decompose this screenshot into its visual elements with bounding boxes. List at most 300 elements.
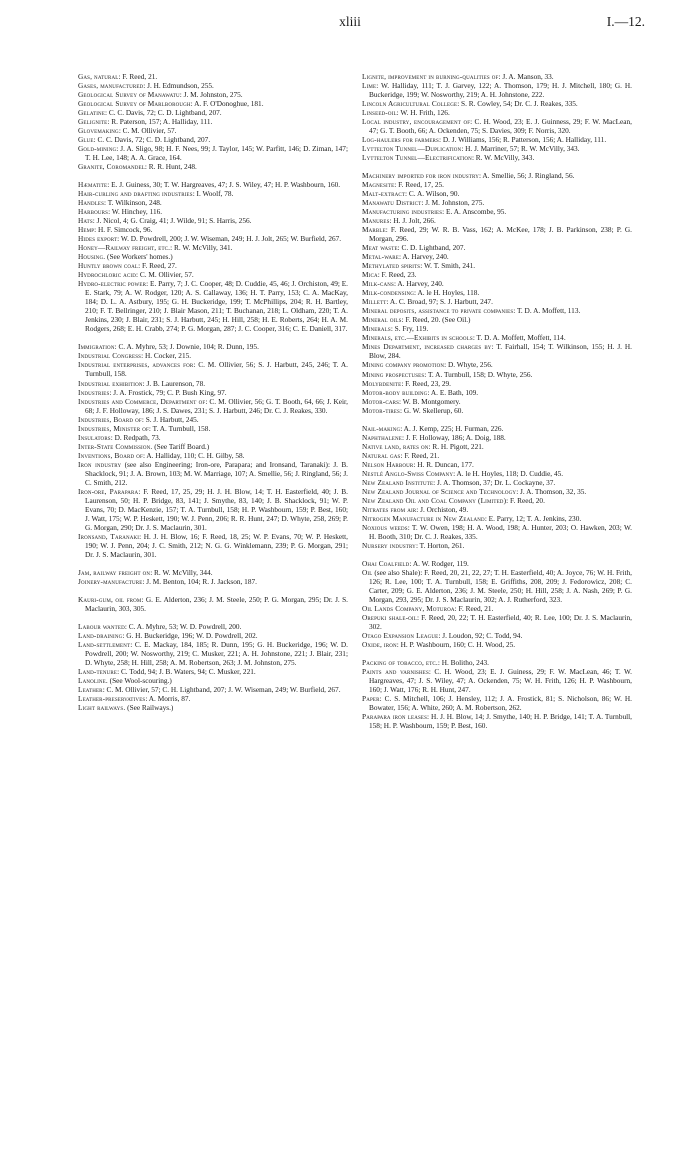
entry-heading: Hydro-electric power — [78, 279, 147, 289]
index-entry — [362, 640, 632, 649]
entry-references: : C. M. Ollivier, 57. — [135, 270, 194, 280]
entry-references: : A. le H. Hoyles, 118; D. Cuddie, 45. — [453, 468, 564, 478]
entry-heading: Natural gas — [362, 450, 401, 460]
entry-references: : A. Harvey, 240. — [398, 252, 449, 262]
entry-references: : J. B. Laurenson, 78. — [142, 378, 206, 388]
entry-heading: Lyttelton Tunnel—Electrification — [362, 153, 472, 163]
entry-references: : H. R. Duncan, 177. — [413, 459, 474, 469]
index-entry — [362, 712, 632, 730]
entry-references: : C. A. Wilson, 90. — [405, 189, 460, 199]
entry-heading: Noxious weeds — [362, 522, 408, 532]
index-entry — [78, 433, 348, 442]
entry-heading: Iron-ore, Parapara — [78, 486, 139, 496]
entry-references: : C. M. Ollivier, 56; G. T. Booth, 64, 66; J. Keir, 68; J. F. Holloway, 186; J. S. Dawes, 231; S. J. Harbutt, 246; Dr. C. J. Reakes, 330. — [85, 396, 349, 415]
entry-heading: Gases, manufactured — [78, 81, 144, 91]
index-entry — [362, 135, 632, 144]
entry-references: : J. A. Sligo, 98; H. F. Nees, 99; J. Taylor, 145; W. Parfitt, 146; D. Ziman, 147; T. H. Lee, 148; A. A. Grace, 164. — [85, 144, 348, 163]
entry-heading: Malt-extract — [362, 189, 406, 199]
index-entry — [78, 694, 348, 703]
index-entry — [362, 72, 632, 81]
index-entry — [362, 433, 632, 442]
index-entry — [362, 388, 632, 397]
entry-heading: Mica — [362, 270, 378, 280]
entry-references: : J. A. Thomson, 37; Dr. L. Cockayne, 37. — [433, 477, 556, 487]
index-entry — [362, 270, 632, 279]
entry-heading: Nelson Harbour — [362, 459, 414, 469]
entry-heading: Gelignite — [78, 117, 108, 127]
entry-references: : J. Loudon, 92; C. Todd, 94. — [438, 630, 523, 640]
entry-references: : C. D. Lightband, 207. — [397, 243, 466, 253]
index-column-right — [362, 72, 632, 730]
entry-heading: New Zealand Journal of Science and Technology — [362, 486, 517, 496]
section-gap — [78, 333, 348, 342]
entry-references: : E. Parry, 7; J. C. Cooper, 48; D. Cuddie, 45, 46; J. Orchiston, 49; E. E. Stark, 79; A. W. Rodger, 120; A. S. Callaway, 136; H. T. Parry, 153; C. A. MacKay, 184; D. L. A. Astbury, 195; G. H. Buckeridge, 199; T. McPhillips, 204; R. H. Bartley, 210; F. T. Bellringer, 210; J. Blair Mason, 211; T. Buchanan, 218; L. Oldham, 220; T. A. Jenkins, 230; J. Blair, 231; S. J. Harbutt, 245; H. Hill, 258; H. E. Roberts, 264; H. A. M. Rodgers, 268; E. H. Crabb, 274; P. G. Morgan, 287; J. C. Cooper, 316; C. E. Daniell, 317. — [85, 279, 348, 334]
index-entry — [362, 297, 632, 306]
index-entry — [362, 559, 632, 568]
entry-heading: Housing. — [78, 252, 106, 262]
entry-heading: Hair-curling and drafting industries — [78, 189, 193, 199]
entry-references: : A. E. Bath, 109. — [427, 387, 479, 397]
entry-heading: Linseed-oil — [362, 108, 397, 118]
entry-heading: Hemp — [78, 225, 95, 235]
entry-references: : G. W. Skellerup, 60. — [399, 405, 464, 415]
entry-references: : C. Todd, 94; J. B. Waters, 94; C. Musker, 221. — [117, 666, 256, 676]
entry-heading: Immigration — [78, 342, 115, 352]
entry-heading: Hides export — [78, 234, 118, 244]
entry-heading: Motor-cars — [362, 396, 399, 406]
entry-heading: Marble — [362, 225, 386, 235]
entry-heading: Jam, railway freight on — [78, 567, 151, 577]
entry-heading: Glovemaking — [78, 126, 119, 136]
index-entry — [78, 216, 348, 225]
entry-heading: Gold-mining — [78, 144, 117, 154]
index-entry — [78, 388, 348, 397]
index-entry — [362, 505, 632, 514]
index-entry — [78, 622, 348, 631]
entry-references: : S. Fry, 119. — [390, 324, 429, 334]
section-gap — [78, 559, 348, 568]
entry-heading: Log-haulers for farmers — [362, 135, 439, 145]
index-entry — [362, 451, 632, 460]
entry-heading: Nestlé Anglo-Swiss Company — [362, 468, 454, 478]
entry-references: : J. M. Benton, 104; R. J. Jackson, 187. — [142, 576, 257, 586]
index-entry — [362, 487, 632, 496]
entry-heading: Native land, rates on — [362, 441, 429, 451]
entry-heading: Industries — [78, 387, 110, 397]
index-entry — [78, 379, 348, 388]
entry-heading: Industries and Commerce, Department of — [78, 396, 206, 406]
section-gap — [362, 550, 632, 559]
entry-heading: Industrial Congress — [78, 351, 142, 361]
index-entry — [362, 379, 632, 388]
index-entry — [362, 541, 632, 550]
entry-heading: Harbours — [78, 207, 109, 217]
entry-heading: Manures — [362, 216, 390, 226]
index-entry — [78, 577, 348, 586]
entry-references: : A. W. Rodger, 119. — [409, 558, 469, 568]
entry-heading: Gelatine — [78, 108, 106, 118]
index-entry — [362, 243, 632, 252]
entry-references: (See Wool-scouring.) — [107, 675, 172, 685]
entry-references: : G. E. Alderton, 236; J. M. Steele, 250; P. G. Morgan, 295; Dr. J. S. Maclaurin, 303, 305. — [85, 594, 348, 613]
index-entry — [78, 189, 348, 198]
entry-references: : J. Orchiston, 49. — [416, 504, 469, 514]
entry-heading: Lincoln Agricultural College — [362, 99, 458, 109]
entry-references: : T. Horton, 261. — [415, 540, 465, 550]
index-entry — [78, 72, 348, 81]
entry-references: : A. Morris, 87. — [145, 694, 191, 703]
entry-references: : F. Reed, 29; W. R. B. Vass, 162; A. McKee, 178; J. B. Parkinson, 238; P. G. Morgan, 296. — [369, 225, 632, 244]
entry-references: : F. Reed, 20. — [506, 495, 545, 505]
entry-heading: New Zealand Institute — [362, 477, 434, 487]
entry-heading: Inter-State Commission. — [78, 441, 153, 451]
entry-heading: Millett — [362, 297, 387, 307]
entry-heading: Granite, Coromandel — [78, 162, 145, 172]
entry-references: : H. Bolitho, 243. — [437, 657, 489, 667]
index-entry — [78, 180, 348, 189]
entry-references: : D. Whyte, 256. — [444, 360, 493, 370]
index-entry — [78, 342, 348, 351]
index-entry — [78, 640, 348, 667]
entry-references: : H. J. H. Blow, 16; F. Reed, 18, 25; W. P. Evans, 70; W. P. Heskett, 190; W. J. Penn, 204; J. C. Smith, 212; N. G. G. Winklemann, 239; P. G. Morgan, 291; Dr. J. S. Maclaurin, 301. — [85, 531, 348, 559]
entry-references: : R. W. McVilly, 343. — [471, 153, 535, 163]
index-entry — [362, 667, 632, 694]
entry-references: : A. le H. Hoyles, 118. — [414, 288, 480, 298]
entry-references: : J. A. Thomson, 32, 35. — [516, 486, 587, 496]
entry-references: : C. C. Davis, 72; C. D. Lightband, 207. — [93, 135, 211, 145]
entry-heading: Magnesite — [362, 180, 395, 190]
entry-references: : F. Reed, 23, 29. — [401, 378, 451, 388]
index-entry — [78, 595, 348, 613]
entry-references: (See Workers' homes.) — [105, 252, 173, 262]
index-entry — [78, 460, 348, 487]
entry-heading: Milk-condensing — [362, 288, 414, 298]
entry-references: : F. Reed, 20, 22; T. H. Easterfield, 40; R. Lee, 100; Dr. J. S. Maclaurin, 302. — [369, 612, 632, 631]
index-entry — [78, 243, 348, 252]
entry-references: : W. T. Smith, 241. — [420, 261, 476, 271]
entry-heading: Land-settlement — [78, 639, 131, 649]
entry-heading: Mineral oils — [362, 315, 402, 325]
entry-references: : H. J. Marriner, 57; R. W. McVilly, 343. — [461, 144, 580, 154]
index-entry — [362, 442, 632, 451]
entry-heading: Naphthalene — [362, 432, 402, 442]
entry-references: : S. J. Harbutt, 245. — [141, 414, 199, 424]
entry-references: : G. H. Buckeridge, 196; W. D. Powdrell, 202. — [122, 630, 258, 640]
index-entry — [362, 478, 632, 487]
index-entry — [362, 360, 632, 369]
index-entry — [362, 252, 632, 261]
entry-heading: Light railways. — [78, 703, 126, 713]
entry-references: : C. H. Wood, 23; E. J. Guinness, 29; F. W. MacLean, 47; G. T. Booth, 66; A. Ockenden, 75; S. Davies, 309; F. Norris, 320. — [369, 117, 632, 136]
index-entry — [362, 631, 632, 640]
index-entry — [362, 514, 632, 523]
entry-references: (See Tariff Board.) — [152, 441, 210, 451]
index-entry — [78, 685, 348, 694]
entry-references: : J. H. Edmundson, 255. — [143, 81, 214, 91]
section-gap — [78, 613, 348, 622]
entry-references: : S. R. Cowley, 54; Dr. C. J. Reakes, 335. — [457, 99, 578, 109]
section-gap — [362, 649, 632, 658]
entry-references: : R. W. McVilly, 344. — [150, 567, 213, 577]
entry-heading: Land-tenure — [78, 666, 118, 676]
entry-heading: Geological Survey of Manawatu — [78, 90, 180, 100]
index-entry — [362, 99, 632, 108]
entry-references: : C. M. Ollivier, 57. — [118, 126, 177, 136]
entry-references: : W. B. Montgomery. — [399, 396, 461, 406]
entry-heading: New Zealand Oil and Coal Company (Limited) — [362, 495, 507, 505]
entry-heading: Lyttelton Tunnel—Duplication — [362, 144, 462, 154]
entry-heading: Orepuki shale-oil — [362, 612, 417, 622]
entry-heading: Mining prospectuses — [362, 369, 425, 379]
entry-references: : R. W. McVilly, 341. — [170, 243, 233, 253]
index-entry — [78, 397, 348, 415]
section-gap — [78, 586, 348, 595]
index-entry — [78, 198, 348, 207]
entry-references: (see also Shale): F. Reed, 20, 21, 22, 27; T. H. Easterfield, 40; A. Joyce, 76; W. H. Frith, 126; R. Lee, 100; T. A. Turnbull, 158; E. Griffiths, 208, 209; J. Fedorowicz, 208; C. Carter, 209; G. E. Alderton, 236; J. M. Steele, 250; H. Hill, 258; J. A. Nash, 269; P. G. Morgan, 293, 295; Dr. J. S. Maclaurin, 302; A. J. Rutherford, 323. — [369, 567, 632, 604]
section-gap — [362, 415, 632, 424]
entry-references: : W. H. Frith, 126. — [396, 108, 450, 118]
entry-heading: Ironsand, Taranaki — [78, 531, 140, 541]
entry-heading: Nitrates from air — [362, 504, 417, 514]
section-gap — [78, 171, 348, 180]
index-entry — [78, 117, 348, 126]
entry-references: : H. F. Simcock, 96. — [94, 225, 153, 235]
entry-heading: Minerals — [362, 324, 391, 334]
entry-heading: Joinery-manufacture — [78, 576, 143, 586]
index-entry — [362, 568, 632, 604]
entry-references: : A. Harvey, 240. — [393, 279, 444, 289]
entry-heading: Machinery imported for iron industry — [362, 171, 479, 181]
entry-heading: Parapara iron leases — [362, 712, 428, 722]
entry-references: : F. Reed, 21. — [118, 72, 158, 81]
entry-references: : C. E. Mackay, 184, 185; R. Dunn, 195; G. H. Buckeridge, 196; W. D. Powdrell, 200; W. Nosworthy, 219; C. Musker, 221; A. H. Johnstone, 221; J. Blair, 231; D. Whyte, 258; H. Hill, 258; A. M. Robertson, 263; J. M. Johnston, 275. — [85, 639, 348, 667]
index-entry — [78, 99, 348, 108]
index-column-left — [78, 72, 348, 712]
entry-references: : J. M. Johnston, 275. — [179, 90, 243, 100]
index-entry — [78, 676, 348, 685]
index-entry — [78, 424, 348, 433]
entry-references: : J. F. Holloway, 186; A. Doig, 188. — [401, 432, 506, 442]
index-entry — [362, 315, 632, 324]
entry-references: : H. J. H. Blow, 14; J. Smythe, 140; H. P. Bridge, 141; T. A. Turnbull, 158; H. P. Washbourn, 159; P. Best, 160. — [369, 712, 632, 731]
index-entry — [362, 171, 632, 180]
page-number: xliii — [339, 14, 361, 29]
index-entry — [362, 604, 632, 613]
index-entry — [362, 216, 632, 225]
entry-heading: Insulators — [78, 432, 111, 442]
index-entry — [78, 279, 348, 333]
index-entry — [362, 306, 632, 315]
index-entry — [362, 207, 632, 216]
entry-heading: Nitrogen Manufacture in New Zealand — [362, 513, 485, 523]
entry-heading: Methylated spirits — [362, 261, 421, 271]
index-entry — [362, 694, 632, 712]
entry-heading: Handles — [78, 198, 105, 208]
index-entry — [78, 81, 348, 90]
entry-heading: Paints and varnishes — [362, 666, 429, 676]
index-entry — [78, 162, 348, 171]
entry-heading: Paper — [362, 694, 380, 704]
entry-heading: Land-draining — [78, 630, 123, 640]
entry-heading: Industries, Board of — [78, 414, 142, 424]
entry-references: : T. W. Owen, 198; H. A. Wood, 198; A. Hunter, 203; O. Hawken, 203; W. H. Booth, 310; Dr. C. J. Reakes, 335. — [369, 522, 632, 541]
index-entry — [362, 225, 632, 243]
entry-references: : H. P. Washbourn, 160; C. H. Wood, 25. — [396, 639, 516, 649]
index-entry — [78, 135, 348, 144]
entry-heading: Mines Department, increased charges by — [362, 342, 492, 352]
index-entry — [78, 252, 348, 261]
entry-references: : J. A. Manson, 33. — [498, 72, 554, 81]
entry-references: : T. D. A. Moffett, 113. — [513, 306, 581, 316]
entry-references: : I. Woolf, 78. — [192, 189, 234, 199]
entry-heading: Leather-preservatives — [78, 694, 146, 703]
entry-references: : T. A. Turnbull, 158. — [148, 423, 211, 433]
entry-heading: Leather — [78, 684, 103, 694]
entry-heading: Geological Survey of Marlborough — [78, 99, 191, 109]
index-entry — [362, 261, 632, 270]
index-entry — [78, 703, 348, 712]
entry-references: : D. Redpath, 73. — [110, 432, 161, 442]
entry-heading: Molybdenite — [362, 378, 402, 388]
index-entry — [362, 469, 632, 478]
index-entry — [362, 424, 632, 433]
entry-heading: Iron industry — [78, 459, 122, 469]
entry-heading: Local industry, encouragement of — [362, 117, 471, 127]
index-entry — [362, 460, 632, 469]
entry-references: : F. Reed, 21. — [454, 603, 494, 613]
entry-references: : J. M. Johnston, 275. — [421, 198, 485, 208]
index-entry — [362, 333, 632, 342]
entry-heading: Kauri-gum, oil from — [78, 594, 142, 604]
entry-references: : C. S. Mitchell, 106; J. Hensley, 112; J. A. Frostick, 81; S. Nicholson, 86; W. H. Bowater, 156; A. White, 260; A. M. Robertson, 262. — [369, 694, 632, 713]
index-entry — [362, 81, 632, 99]
index-entry — [78, 667, 348, 676]
entry-references: : F. Reed, 23. — [377, 270, 417, 280]
entry-heading: Nursery industry — [362, 540, 416, 550]
index-entry — [78, 451, 348, 460]
index-entry — [362, 189, 632, 198]
entry-heading: Metal-ware — [362, 252, 399, 262]
entry-references: : H. J. Jolt, 266. — [389, 216, 436, 226]
entry-references: : E. Parry, 12; T. A. Jenkins, 230. — [484, 513, 582, 523]
entry-references: : T. Wilkinson, 248. — [104, 198, 162, 208]
index-entry — [78, 415, 348, 424]
entry-references: : C. M. Ollivier, 57; C. H. Lightband, 207; J. W. Wiseman, 249; W. Burfield, 267. — [102, 684, 341, 694]
index-entry — [362, 658, 632, 667]
index-entry — [362, 180, 632, 189]
entry-heading: Industries, Minister of — [78, 423, 149, 433]
index-entry — [78, 360, 348, 378]
entry-references: : A. Smellie, 56; J. Ringland, 56. — [478, 171, 575, 181]
entry-heading: Nail-making — [362, 423, 401, 433]
entry-references: : W. D. Powdrell, 200; J. W. Wiseman, 249; H. J. Jolt, 265; W. Burfield, 267. — [117, 234, 342, 244]
entry-references: : T. Fairhall, 154; T. Wilkinson, 155; H. J. H. Blow, 284. — [369, 342, 632, 361]
entry-references: : A. C. Broad, 97; S. J. Harbutt, 247. — [386, 297, 493, 307]
entry-heading: Industrial exhibition — [78, 378, 143, 388]
entry-heading: Milk-cans — [362, 279, 394, 289]
entry-references: : R. H. Pigott, 221. — [428, 441, 484, 451]
entry-heading: Hæmatite — [78, 180, 108, 190]
entry-references: : H. Cocker, 215. — [141, 351, 192, 361]
index-entry — [362, 523, 632, 541]
entry-references: : R. Paterson, 157; A. Halliday, 111. — [107, 117, 213, 127]
entry-references: : F. Reed, 21. — [400, 450, 440, 460]
entry-heading: Motor-tires — [362, 405, 400, 415]
index-entry — [78, 631, 348, 640]
index-entry — [78, 144, 348, 162]
entry-heading: Labour wanted — [78, 621, 125, 631]
entry-heading: Oil Lands Company, Moturoa — [362, 603, 455, 613]
entry-heading: Manawatu District — [362, 198, 422, 208]
entry-heading: Lime — [362, 81, 377, 91]
entry-references: : W. Hinchey, 116. — [108, 207, 163, 217]
entry-heading: Oxide, iron — [362, 639, 397, 649]
entry-references: : C. M. Ollivier, 56; S. J. Harbutt, 245, 246; T. A. Turnbull, 158. — [85, 360, 348, 379]
index-entry — [78, 270, 348, 279]
entry-heading: Minerals, etc.—Exhibits in schools — [362, 333, 473, 343]
entry-references: : A. Halliday, 110; C. H. Gilby, 58. — [142, 450, 245, 460]
entry-references: : F. Reed, 17, 25. — [394, 180, 444, 190]
entry-heading: Meat waste — [362, 243, 398, 253]
entry-references: : C. H. Wood, 23; E. J. Guiness, 29; F. W. MacLean, 46; T. W. Hargreaves, 47; J. S. Wiley, 47; A. Ockenden, 75; W. H. Frith, 126; H. P. Washbourn, 160; J. Watt, 176; R. H. Hunt, 247. — [369, 666, 632, 694]
index-entry — [362, 370, 632, 379]
index-entry — [362, 144, 632, 153]
entry-references: : F. Reed, 27. — [138, 261, 177, 271]
entry-heading: Hydrochloric acid — [78, 270, 136, 280]
entry-references: : E. A. Anscombe, 95. — [442, 207, 507, 217]
entry-references: : E. J. Guiness, 30; T. W. Hargreaves, 47; J. S. Wiley, 47; H. P. Washbourn, 160. — [107, 180, 341, 190]
section-gap — [362, 162, 632, 171]
entry-heading: Lanoline. — [78, 675, 108, 685]
index-entry — [362, 613, 632, 631]
entry-heading: Gas, natural — [78, 72, 119, 81]
index-entry — [78, 108, 348, 117]
entry-references: : C. A. Myhre, 53; J. Downie, 104; R. Dunn, 195. — [114, 342, 259, 352]
index-entry — [78, 442, 348, 451]
entry-heading: Inventions, Board of — [78, 450, 143, 460]
index-entry — [78, 207, 348, 216]
index-entry — [362, 406, 632, 415]
index-entry — [78, 225, 348, 234]
entry-heading: Motor-body building — [362, 387, 428, 397]
index-entry — [78, 351, 348, 360]
entry-references: : C. A. Myhre, 53; W. D. Powdrell, 200. — [124, 621, 242, 631]
index-entry — [78, 126, 348, 135]
entry-references: : C. C. Davis, 72; C. D. Lightband, 207. — [105, 108, 222, 118]
entry-heading: Glue — [78, 135, 94, 145]
index-entry — [78, 487, 348, 532]
index-entry — [362, 397, 632, 406]
entry-references: : W. Halliday, 111; T. J. Garvey, 122; A. Thomson, 179; H. J. Mitchell, 180; G. H. Buckeridge, 199; W. Nosworthy, 219; A. H. Johnstone, 222. — [369, 81, 632, 100]
index-entry — [362, 279, 632, 288]
entry-references: : T. A. Turnbull, 158; D. Whyte, 256. — [424, 369, 533, 379]
index-entry — [362, 108, 632, 117]
entry-heading: Manufacturing industries — [362, 207, 443, 217]
entry-references: : F. Reed, 17, 25, 29; H. J. H. Blow, 14; T. H. Easterfield, 40; J. B. Laurenson, 50; H. P. Bridge, 83, 141; J. Smythe, 83, 140; J. B. Shacklock, 91; W. P. Evans, 70; D. MacKenzie, 157; T. A. Turnbull, 158; H. P. Washbourn, 159; P. Best, 160; J. Watt, 175; W. P. Heskett, 190; W. J. Penn, 206; R. R. Hunt, 247; D. Whyte, 258, 269; P. G. Morgan, 290; Dr. J. S. Maclaurin, 301. — [85, 486, 349, 532]
index-entry — [362, 324, 632, 333]
paper-reference: I.—12. — [606, 14, 645, 29]
entry-references: : J. Nicol, 4; G. Craig, 41; J. Wilde, 91; S. Harris, 256. — [92, 216, 252, 226]
entry-references: : A. F. O'Donoghue, 181. — [190, 99, 264, 109]
entry-references: (See Railways.) — [125, 703, 174, 713]
entry-references: : A. J. Kemp, 225; H. Furman, 226. — [400, 423, 504, 433]
entry-references: : J. A. Frostick, 79; C. P. Bush King, 97. — [109, 387, 227, 397]
index-entry — [362, 496, 632, 505]
entry-heading: Packing of tobacco, etc. — [362, 657, 438, 667]
entry-references: : R. R. Hunt, 248. — [144, 162, 197, 172]
entry-heading: Ohai Coalfield — [362, 558, 410, 568]
entry-heading: Mining company promotion — [362, 360, 445, 370]
